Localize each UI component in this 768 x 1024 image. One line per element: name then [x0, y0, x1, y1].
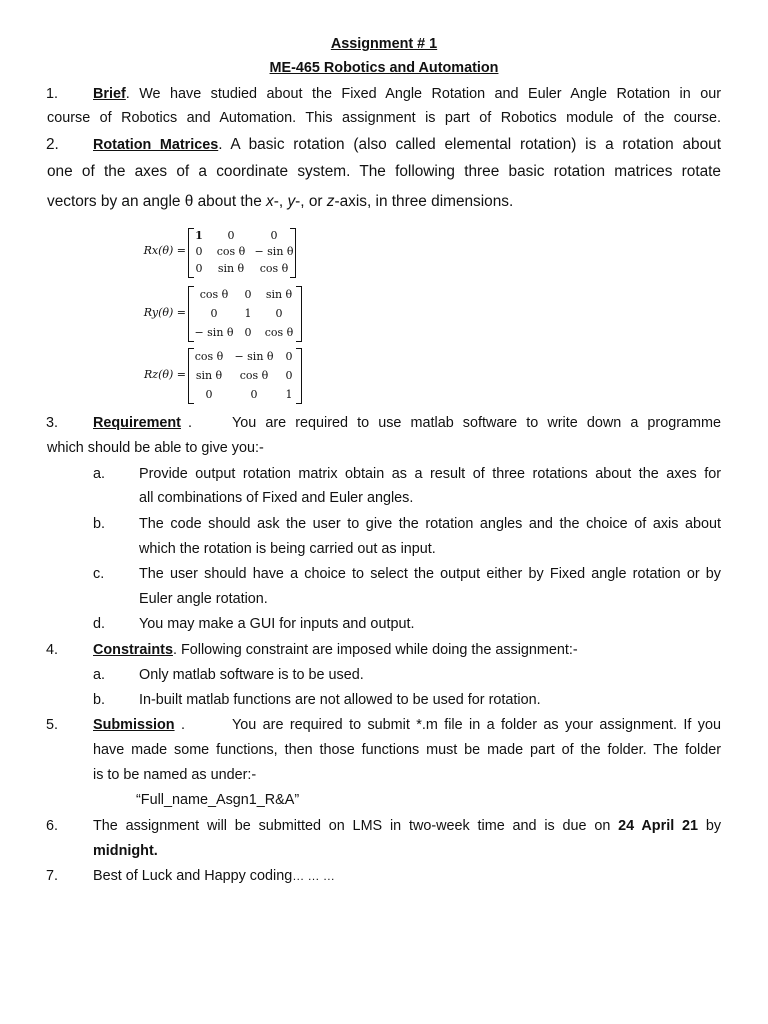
matrix-cell: − sin θ — [254, 245, 294, 258]
list-item: The code should ask the user to give the rotation angles and the choice of axis about — [139, 516, 721, 532]
matrix-cell: 1 — [244, 307, 252, 320]
due-time: midnight. — [93, 843, 158, 859]
section-number: 4. — [46, 642, 59, 658]
item-letter: c. — [93, 566, 105, 582]
heading-period: . — [181, 717, 185, 733]
matrix-cell: 0 — [210, 307, 218, 320]
matrix-cell: 0 — [285, 350, 293, 363]
matrix-ry — [128, 284, 308, 342]
section-heading: Submission — [93, 717, 175, 733]
section-number: 7. — [46, 868, 59, 884]
matrix-cell: sin θ — [265, 288, 293, 301]
section-constraints-line — [93, 642, 578, 658]
heading-period: . — [188, 415, 192, 431]
list-item-cont: which the rotation is being carried out as input. — [139, 541, 436, 557]
list-item: The user should have a choice to select the output either by Fixed angle rotation or by — [139, 566, 721, 582]
item-letter: d. — [93, 616, 106, 632]
item-letter: a. — [93, 667, 106, 683]
matrix-rz — [128, 346, 308, 404]
matrix-body — [188, 286, 302, 342]
matrix-cell: sin θ — [217, 262, 245, 275]
matrix-cell: 0 — [195, 262, 203, 275]
matrix-cell: 0 — [285, 369, 293, 382]
paragraph-text: Best of Luck and Happy coding — [93, 868, 293, 884]
matrix-cell: 1 — [285, 388, 293, 401]
item-letter: b. — [93, 516, 106, 532]
section-number: 5. — [46, 717, 59, 733]
matrix-cell: 0 — [250, 388, 258, 401]
matrix-cell: 0 — [244, 288, 252, 301]
matrix-label: Ry(θ) = — [143, 306, 186, 319]
section-brief-line — [93, 86, 721, 102]
text-run: -, or — [295, 193, 327, 210]
paragraph-text: . A basic rotation (also called elemental rotation) is a rotation about — [218, 136, 721, 153]
due-date: 24 April 21 — [618, 818, 698, 834]
list-item: You may make a GUI for inputs and output. — [139, 616, 415, 632]
list-item-cont: Euler angle rotation. — [139, 591, 268, 607]
list-item: Only matlab software is to be used. — [139, 667, 364, 683]
section-number: 6. — [46, 818, 59, 834]
text-run: vectors by an angle θ about the — [47, 193, 267, 210]
matrix-body — [188, 228, 296, 278]
matrix-rx — [128, 226, 308, 278]
paragraph-line: have made some functions, then those functions must be made part of the folder. The folder — [93, 742, 721, 758]
paragraph-line: course of Robotics and Automation. This assignment is part of Robotics module of the course. — [47, 110, 721, 126]
section-number: 3. — [46, 415, 59, 431]
paragraph-text: . Following constraint are imposed while doing the assignment:- — [172, 642, 578, 658]
paragraph-text: You are required to use matlab software to write down a programme — [232, 415, 721, 431]
paragraph-line: which should be able to give you:- — [47, 440, 264, 456]
matrix-label: Rz(θ) = — [144, 368, 186, 381]
matrix-body — [188, 348, 302, 404]
assignment-title: Assignment # 1 — [330, 36, 438, 52]
section-heading: Rotation Matrices — [93, 137, 219, 153]
text-run: -axis, in three dimensions. — [334, 193, 514, 210]
course-title: ME-465 Robotics and Automation — [269, 60, 499, 76]
matrix-cell: 0 — [270, 229, 278, 242]
section-heading: Requirement — [93, 415, 181, 431]
matrix-cell: cos θ — [194, 350, 224, 363]
ellipsis: … … … — [292, 869, 335, 883]
axis-x: x — [266, 193, 274, 210]
paragraph-text: by — [705, 818, 722, 834]
section-heading: Constraints — [93, 642, 173, 658]
text-run: -, — [273, 193, 288, 210]
due-line — [93, 818, 721, 834]
matrix-cell: cos θ — [264, 326, 294, 339]
paragraph-line: one of the axes of a coordinate system. The following three basic rotation matrices rotate — [47, 163, 721, 180]
matrix-cell: 0 — [227, 229, 235, 242]
list-item-cont: all combinations of Fixed and Euler angles. — [139, 490, 414, 506]
paragraph-text: You are required to submit *.m file in a folder as your assignment. If you — [232, 717, 721, 733]
matrix-cell: cos θ — [259, 262, 289, 275]
axis-z: z — [326, 193, 335, 210]
list-item: Provide output rotation matrix obtain as a result of three rotations about the axes for — [139, 466, 721, 482]
item-letter: b. — [93, 692, 106, 708]
section-number: 2. — [46, 136, 59, 153]
matrix-cell: 0 — [244, 326, 252, 339]
paragraph-text: The assignment will be submitted on LMS in two-week time and is due on — [93, 818, 611, 834]
matrix-cell: 0 — [205, 388, 213, 401]
section-rotation-line — [93, 136, 721, 154]
paragraph-text: . We have studied about the Fixed Angle Rotation and Euler Angle Rotation in our — [125, 86, 721, 102]
matrix-cell: sin θ — [195, 369, 223, 382]
matrix-cell: cos θ — [239, 369, 269, 382]
matrix-cell: − sin θ — [194, 326, 234, 339]
paragraph-line — [47, 193, 513, 211]
matrix-cell: cos θ — [216, 245, 246, 258]
matrix-cell: 1 — [195, 229, 203, 242]
matrix-cell: − sin θ — [234, 350, 274, 363]
matrix-cell: 0 — [275, 307, 283, 320]
item-letter: a. — [93, 466, 106, 482]
paragraph-line: is to be named as under:- — [93, 767, 257, 783]
section-heading: Brief — [93, 86, 126, 102]
matrix-cell: cos θ — [199, 288, 229, 301]
folder-name: “Full_name_Asgn1_R&A” — [136, 792, 300, 808]
axis-y: y — [287, 193, 296, 210]
list-item: In-built matlab functions are not allowed to be used for rotation. — [139, 692, 541, 708]
closing-line — [93, 868, 335, 884]
matrix-label: Rx(θ) = — [143, 244, 186, 257]
matrix-cell: 0 — [195, 245, 203, 258]
section-number: 1. — [46, 86, 59, 102]
